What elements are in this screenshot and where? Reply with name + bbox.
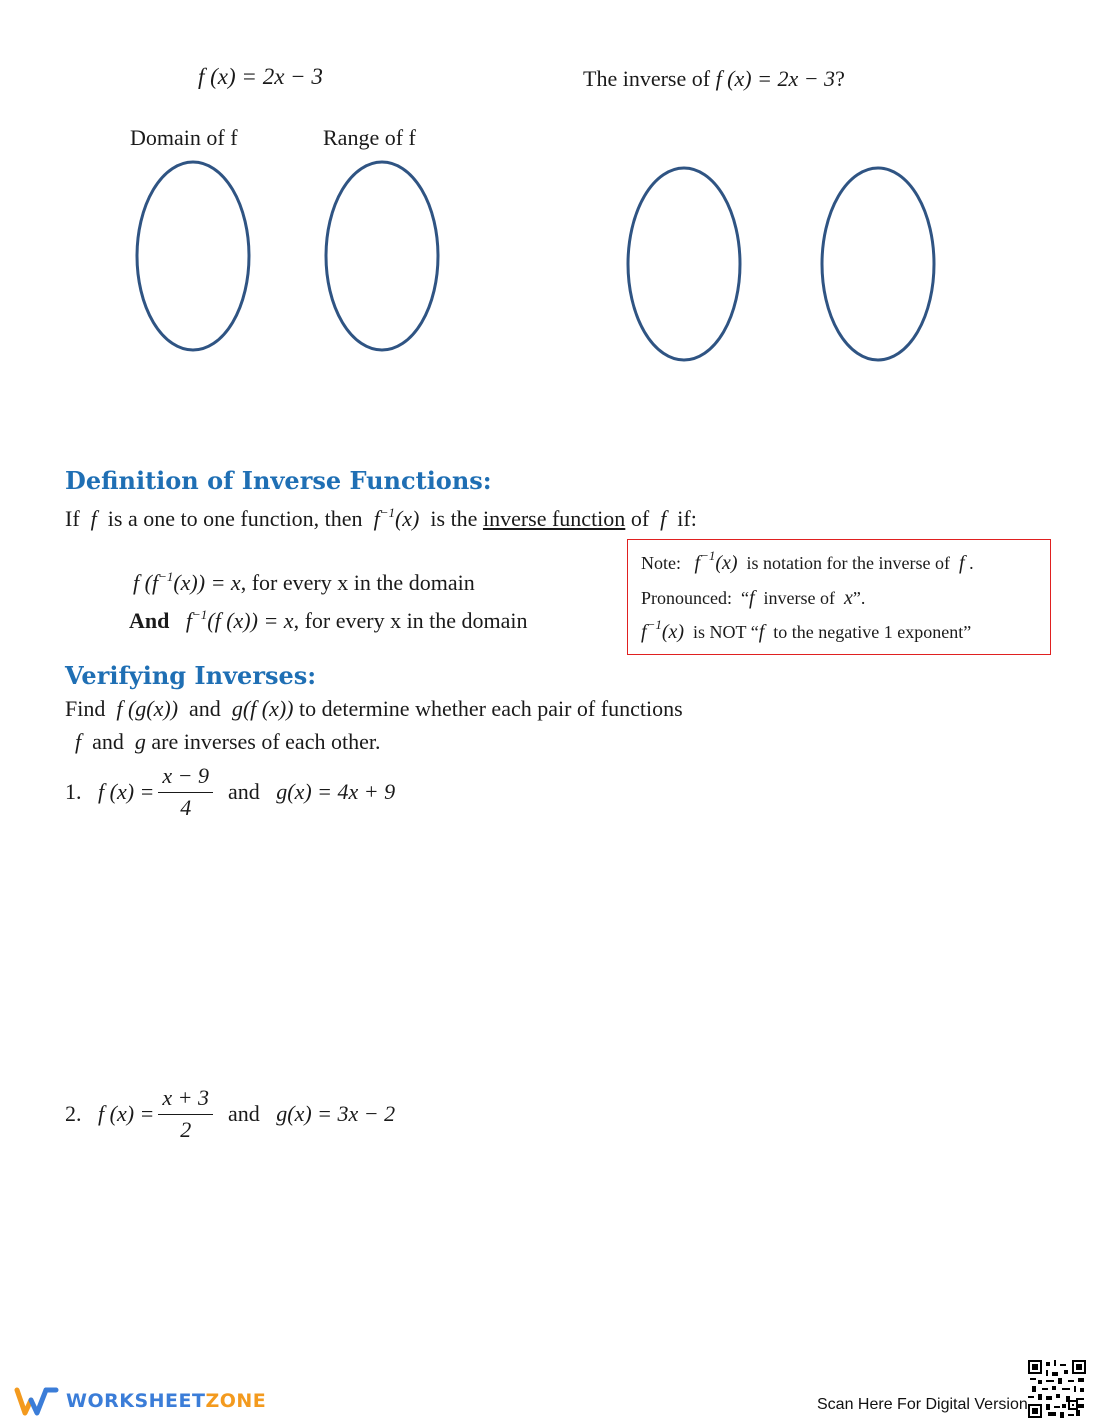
f-definition: f (x) =: [98, 779, 155, 804]
scan-caption: Scan Here For Digital Version: [817, 1396, 1028, 1413]
f-definition: f (x) =: [98, 1101, 155, 1126]
note-box: [627, 539, 1051, 655]
g-definition: g(x) = 3x − 2: [276, 1101, 396, 1126]
worksheetzone-logo[interactable]: [14, 1384, 266, 1418]
definition-equation-2: And $f^{-1}(f$ (x)) = x, for every x in the domain: [129, 607, 528, 633]
range-label: Range of f: [323, 125, 416, 150]
domain-oval: [137, 162, 249, 350]
domain-label: Domain of f: [130, 125, 238, 150]
problem-1: 1. f (x) = $\frac{x - 9}{4}$ and g(x) = 4x + 9: [65, 763, 396, 820]
fraction: $\frac{x + 3}{2}$: [158, 1085, 213, 1143]
definition-intro: If f is a one to one function, then $f^{-1}(x)$ is the inverse function of f if:: [65, 505, 697, 531]
qr-code-icon[interactable]: [1028, 1360, 1086, 1418]
note-line-1: Note: $f^{-1}(x)$ is notation for the inverse of f .: [641, 548, 974, 574]
problem-number: 1.: [65, 779, 82, 804]
range-oval: [326, 162, 438, 350]
inverse-question: The inverse of f (x) = 2x − 3?: [583, 66, 845, 91]
inverse-range-oval: [822, 168, 934, 360]
note-line-3: $f^{-1}(x)$ is NOT “f to the negative 1 exponent”: [641, 617, 972, 643]
brand-zone: ZONE: [205, 1390, 267, 1412]
verifying-heading: Verifying Inverses:: [65, 661, 317, 690]
verifying-instructions-line-1: Find f (g(x)) and g(f (x)) to determine whether each pair of functions: [65, 696, 683, 721]
inverse-function-term: inverse function: [482, 506, 626, 531]
fraction: $\frac{x - 9}{4}$: [158, 763, 213, 821]
verifying-instructions-line-2: f and g are inverses of each other.: [75, 729, 381, 754]
function-expression: f (x) = 2x − 3: [198, 64, 323, 89]
problem-2: 2. f (x) = $\frac{x + 3}{2}$ and g(x) = 3x − 2: [65, 1085, 396, 1142]
mapping-ovals: [0, 0, 1100, 400]
brand-worksheet: WORKSHEET: [66, 1390, 206, 1412]
note-line-2: Pronounced: “f inverse of x”.: [641, 587, 866, 609]
w-logo-icon: [14, 1386, 60, 1416]
inverse-domain-oval: [628, 168, 740, 360]
definition-heading: Definition of Inverse Functions:: [65, 466, 492, 495]
problem-number: 2.: [65, 1101, 82, 1126]
g-definition: g(x) = 4x + 9: [276, 779, 396, 804]
definition-equation-1: f $(f^{-1}(x)) = x$, for every x in the domain: [133, 569, 475, 595]
